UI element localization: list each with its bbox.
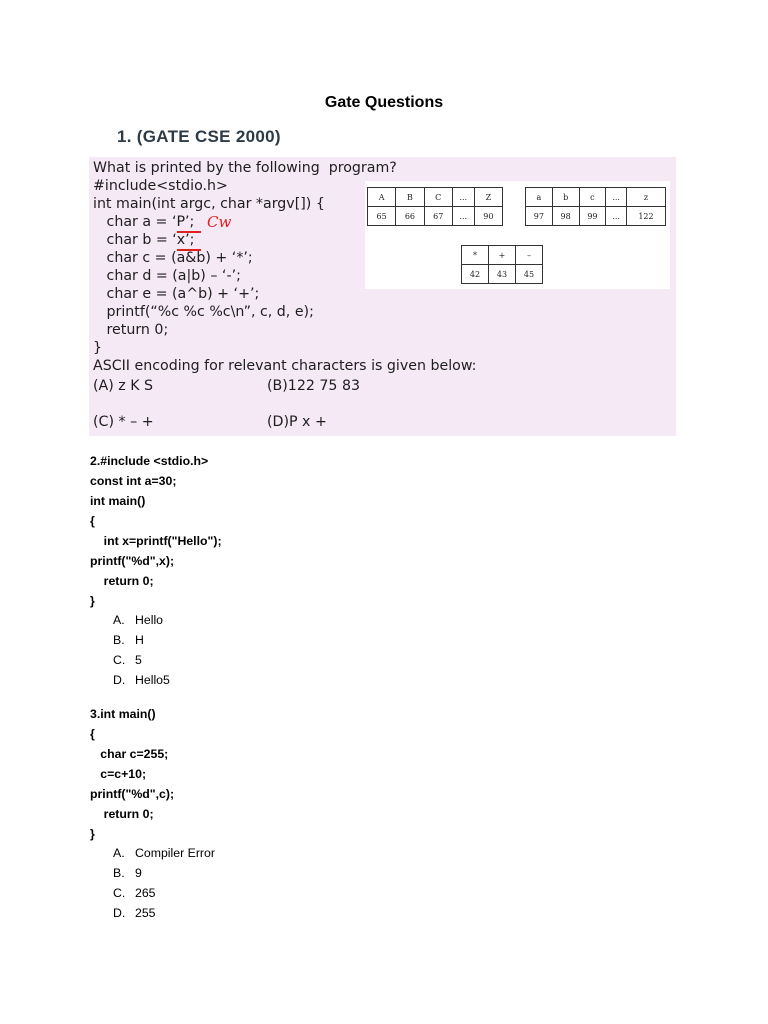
q1-line: char e = (a^b) + ‘+’; xyxy=(93,286,260,302)
question-1-image xyxy=(89,157,676,436)
table-cell: * xyxy=(462,246,489,265)
table-cell: A xyxy=(368,188,396,207)
table-cell: a xyxy=(526,188,553,207)
q1-line: char d = (a|b) – ‘-’; xyxy=(93,268,241,284)
table-cell: 99 xyxy=(579,207,606,226)
table-cell: ... xyxy=(452,188,474,207)
q3-code-line: return 0; xyxy=(90,807,154,821)
q1-line: What is printed by the following program? xyxy=(93,160,397,176)
table-cell: 65 xyxy=(368,207,396,226)
table-cell: – xyxy=(516,246,543,265)
q3-option-b: B. 9 xyxy=(113,866,142,880)
q2-option-c: C. 5 xyxy=(113,653,142,667)
table-cell: 122 xyxy=(626,207,665,226)
q2-code-line: } xyxy=(90,594,95,608)
q2-code-line: printf("%d",x); xyxy=(90,554,175,568)
table-cell: 97 xyxy=(526,207,553,226)
q3-option-c: C. 265 xyxy=(113,886,156,900)
q2-code-line: int main() xyxy=(90,494,146,508)
q2-option-a: A. Hello xyxy=(113,613,164,627)
table-cell: c xyxy=(579,188,606,207)
q3-code-line: printf("%d",c); xyxy=(90,787,175,801)
ascii-table-uppercase xyxy=(367,187,503,226)
question-1-heading: 1. (GATE CSE 2000) xyxy=(117,127,281,146)
red-underline xyxy=(177,249,201,251)
table-cell: ... xyxy=(606,188,627,207)
q2-option-b: B. H xyxy=(113,633,144,647)
table-cell: 45 xyxy=(516,265,543,284)
q1-line: printf(“%c %c %c\n”, c, d, e); xyxy=(93,304,314,320)
q1-line: int main(int argc, char *argv[]) { xyxy=(93,196,325,212)
q1-line: char b = ‘x’; xyxy=(93,232,195,248)
table-cell: ... xyxy=(606,207,627,226)
q2-code-line: const int a=30; xyxy=(90,474,177,488)
table-cell: B xyxy=(396,188,424,207)
q1-line: char a = ‘P’; xyxy=(93,214,195,230)
table-cell: 42 xyxy=(462,265,489,284)
q2-option-d: D. Hello5 xyxy=(113,673,170,687)
ascii-table-lowercase xyxy=(525,187,666,226)
red-underline xyxy=(177,231,201,233)
q1-line: } xyxy=(93,340,103,356)
q1-option-c: (C) * – + xyxy=(93,414,154,430)
q1-line: ASCII encoding for relevant characters is given below: xyxy=(93,358,477,374)
table-cell: 43 xyxy=(489,265,516,284)
q3-option-a: A. Compiler Error xyxy=(113,846,215,860)
table-cell: + xyxy=(489,246,516,265)
q3-code-line: } xyxy=(90,827,95,841)
table-cell: 90 xyxy=(474,207,502,226)
q1-line: char c = (a&b) + ‘*’; xyxy=(93,250,253,266)
q1-line: return 0; xyxy=(93,322,169,338)
handwritten-annotation: Cw xyxy=(207,213,232,231)
ascii-table-symbols xyxy=(461,245,543,284)
table-cell: 66 xyxy=(396,207,424,226)
q1-option-a: (A) z K S xyxy=(93,378,154,394)
q3-code-line: c=c+10; xyxy=(90,767,147,781)
table-cell: C xyxy=(424,188,452,207)
table-cell: 98 xyxy=(552,207,579,226)
q2-code-line: 2.#include <stdio.h> xyxy=(90,454,209,468)
q1-option-b: (B)122 75 83 xyxy=(267,378,361,394)
q2-code-line: { xyxy=(90,514,95,528)
table-cell: Z xyxy=(474,188,502,207)
q2-code-line: return 0; xyxy=(90,574,154,588)
table-cell: b xyxy=(552,188,579,207)
q1-line: #include<stdio.h> xyxy=(93,178,228,194)
q3-code-line: 3.int main() xyxy=(90,707,156,721)
q1-option-d: (D)P x + xyxy=(267,414,327,430)
table-cell: 67 xyxy=(424,207,452,226)
q3-code-line: char c=255; xyxy=(90,747,169,761)
q3-option-d: D. 255 xyxy=(113,906,156,920)
q3-code-line: { xyxy=(90,727,95,741)
q2-code-line: int x=printf("Hello"); xyxy=(90,534,222,548)
table-cell: z xyxy=(626,188,665,207)
table-cell: ... xyxy=(452,207,474,226)
page-title: Gate Questions xyxy=(324,94,444,111)
